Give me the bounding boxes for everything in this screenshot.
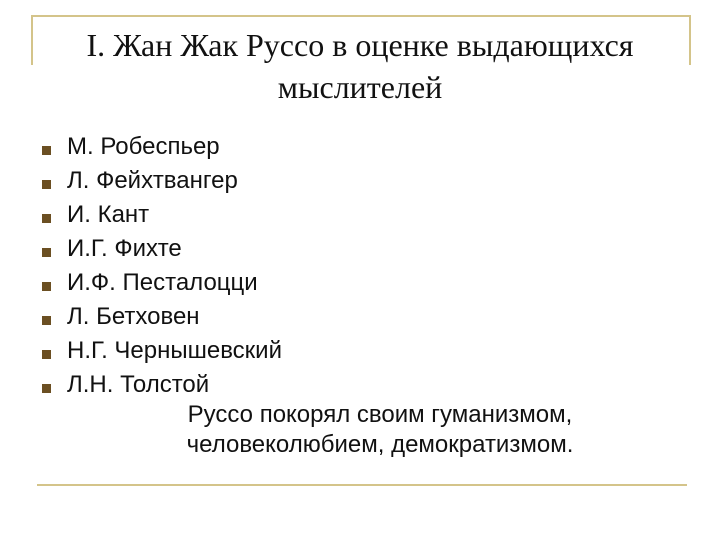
list-item [42,300,282,334]
list-item-label: Л.Н. Толстой [67,371,210,398]
list-item-label: И.Г. Фихте [67,235,182,262]
list-item [42,164,282,198]
list-item [42,368,282,402]
bullet-square-icon [42,214,51,223]
bullet-square-icon [42,248,51,257]
bullet-square-icon [42,180,51,189]
list-item [42,334,282,368]
list-item-label: И.Ф. Песталоцци [67,269,258,296]
list-item-label: И. Кант [67,201,150,228]
list-item [42,232,282,266]
list-item [42,198,282,232]
list-item-label: Л. Фейхтвангер [67,167,238,194]
list-item [42,130,282,164]
bullet-square-icon [42,146,51,155]
frame-left-line [31,15,33,65]
bullet-square-icon [42,282,51,291]
bullet-square-icon [42,384,51,393]
bottom-rule [37,484,687,486]
bullet-square-icon [42,316,51,325]
frame-right-line [689,15,691,65]
bullet-square-icon [42,350,51,359]
slide-title: I. Жан Жак Руссо в оценке выдающихся мыслителей [86,27,634,105]
list-item-label: Л. Бетховен [67,303,200,330]
frame-top-line [31,15,691,17]
summary-note: Руссо покорял своим гуманизмом, человеколюбием, демократизмом. [186,401,574,458]
list-item [42,266,282,300]
list-item-label: М. Робеспьер [67,133,220,160]
thinkers-list [42,130,282,402]
list-item-label: Н.Г. Чернышевский [67,337,282,364]
